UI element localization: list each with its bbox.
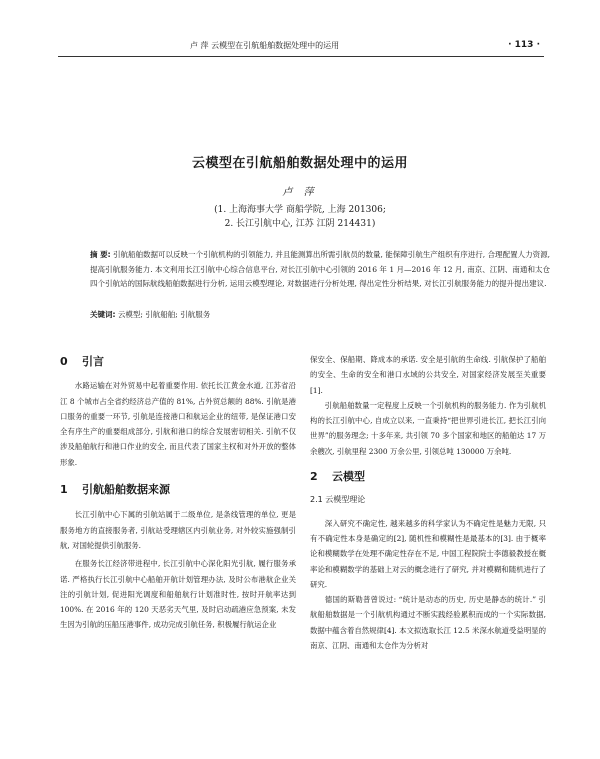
header-rule <box>58 56 544 57</box>
keywords <box>90 309 550 320</box>
section-1-heading <box>60 482 296 497</box>
running-head: 卢 萍 云模型在引航船舶数据处理中的运用 <box>190 41 340 50</box>
keywords-label: 关键词: <box>90 310 116 319</box>
keywords-text: 云模型; 引航船舶; 引航服务 <box>117 310 211 319</box>
section-number: 0 <box>60 355 68 368</box>
page-number: · 113 · <box>508 40 540 50</box>
paragraph: 德国的斯勒普曾说过: “统计是动态的历史, 历史是静态的统计.” 引航船舶数据是一个引航机构通过不断实践经验累积而成的一个实际数据, 数据中蕴含着自然规律[4]. 本文拟选取长江 12.5 米深水航道受益明显的南京、江阴、南通和太仓作为分析对 <box>310 595 546 651</box>
section-title: 引航船舶数据来源 <box>82 483 170 497</box>
paragraph: 在服务长江经济带进程中, 长江引航中心深化阳光引航, 履行服务承诺. 严格执行长江引航中心船舶开航计划管理办法, 及时公布港航企业关注的引航计划, 促进阳光调度和船舶航行计划准时性, 按时开航率达到 100%. 在 2016 年的 120 天恶劣天气里, 及时启动疏港应急预案, 未发生因为引航的压船压港事件, 成功完成引航任务, 积极履行航运企业 <box>60 559 296 630</box>
abstract <box>90 248 550 292</box>
section-number: 2 <box>310 470 318 484</box>
right-column <box>310 352 546 653</box>
section-2-heading <box>310 469 546 484</box>
paper-title: 云模型在引航船舶数据处理中的运用 <box>191 156 408 171</box>
affiliation-line-2: 2. 长江引航中心, 江苏 江阴 214431) <box>224 219 376 229</box>
paragraph: 引航船舶数量一定程度上反映一个引航机构的服务能力. 作为引航机构的长江引航中心, 自成立以来, 一直秉持“把世界引进长江, 把长江引向世界”的服务理念; 十多年来, 共引领 70 多个国家和地区的船舶达 17 万余艘次, 引航里程 2300 万余公里, 引领总吨 130000 万余吨. <box>310 400 546 456</box>
abstract-label: 摘 要: <box>90 250 111 259</box>
section-title: 云模型 <box>332 470 365 484</box>
section-title: 引言 <box>82 355 104 368</box>
author: 卢 萍 <box>282 187 318 198</box>
subsection-2-1-heading: 2.1 云模型理论 <box>310 495 366 505</box>
paragraph: 长江引航中心下属的引航站属于二级单位, 是条线管理的单位, 更是服务地方的直接服务者, 引航站受理辖区内引航业务, 对外较实施强制引航, 对国轮提供引航服务. <box>60 510 296 550</box>
section-0-heading <box>60 354 296 369</box>
paragraph: 深入研究不确定性, 越来越多的科学家认为不确定性是魅力无限, 只有不确定性本身是确定的[2], 随机性和模糊性是最基本的[3]. 由于概率论和模糊数学在处理不确定性存在不足, 中国工程院院士李德毅教授在概率论和模糊数学的基础上对云的概念进行了研究, 并对模糊和随机进行了研究. <box>310 518 546 589</box>
paragraph: 保安全、保船期、降成本的承诺. 安全是引航的生命线. 引航保护了船舶的安全、生命的安全和港口水域的公共安全, 对国家经济发展至关重要[1]. <box>310 355 546 395</box>
section-number: 1 <box>60 483 68 497</box>
affiliation-line-1: (1. 上海海事大学 商船学院, 上海 201306; <box>214 205 386 215</box>
paragraph: 水路运输在对外贸易中起着重要作用. 依托长江黄金水道, 江苏省沿江 8 个城市占全省约经济总产值的 81%, 占外贸总额的 88%. 引航是港口服务的重要一环节, 引航是连接港口和航运企业的纽带, 是保证港口安全有序生产的重要组成部分, 引航和港口的综合发展密切相关. 引航不仅涉及船舶航行和港口作业的安全, 而且代表了国家主权和对外开放的整体形象. <box>60 381 296 467</box>
abstract-text: 引航船舶数据可以反映一个引航机构的引领能力, 并且能测算出所需引航员的数量, 能保障引航生产组织有序进行, 合理配置人力资源, 提高引航服务能力. 本文利用长江引航中心综合信息平台, 对长江引航中心引领的 2016 年 1 月—2016 年 12 月, 南京、江阴、南通和太仓四个引航站的国际航线船舶数据进行分析, 运用云模型理论, 对数据进行分析处理, 得出定性分析结果, 对长江引航服务能力的提升提出建议. <box>90 250 550 288</box>
left-column <box>60 350 296 633</box>
